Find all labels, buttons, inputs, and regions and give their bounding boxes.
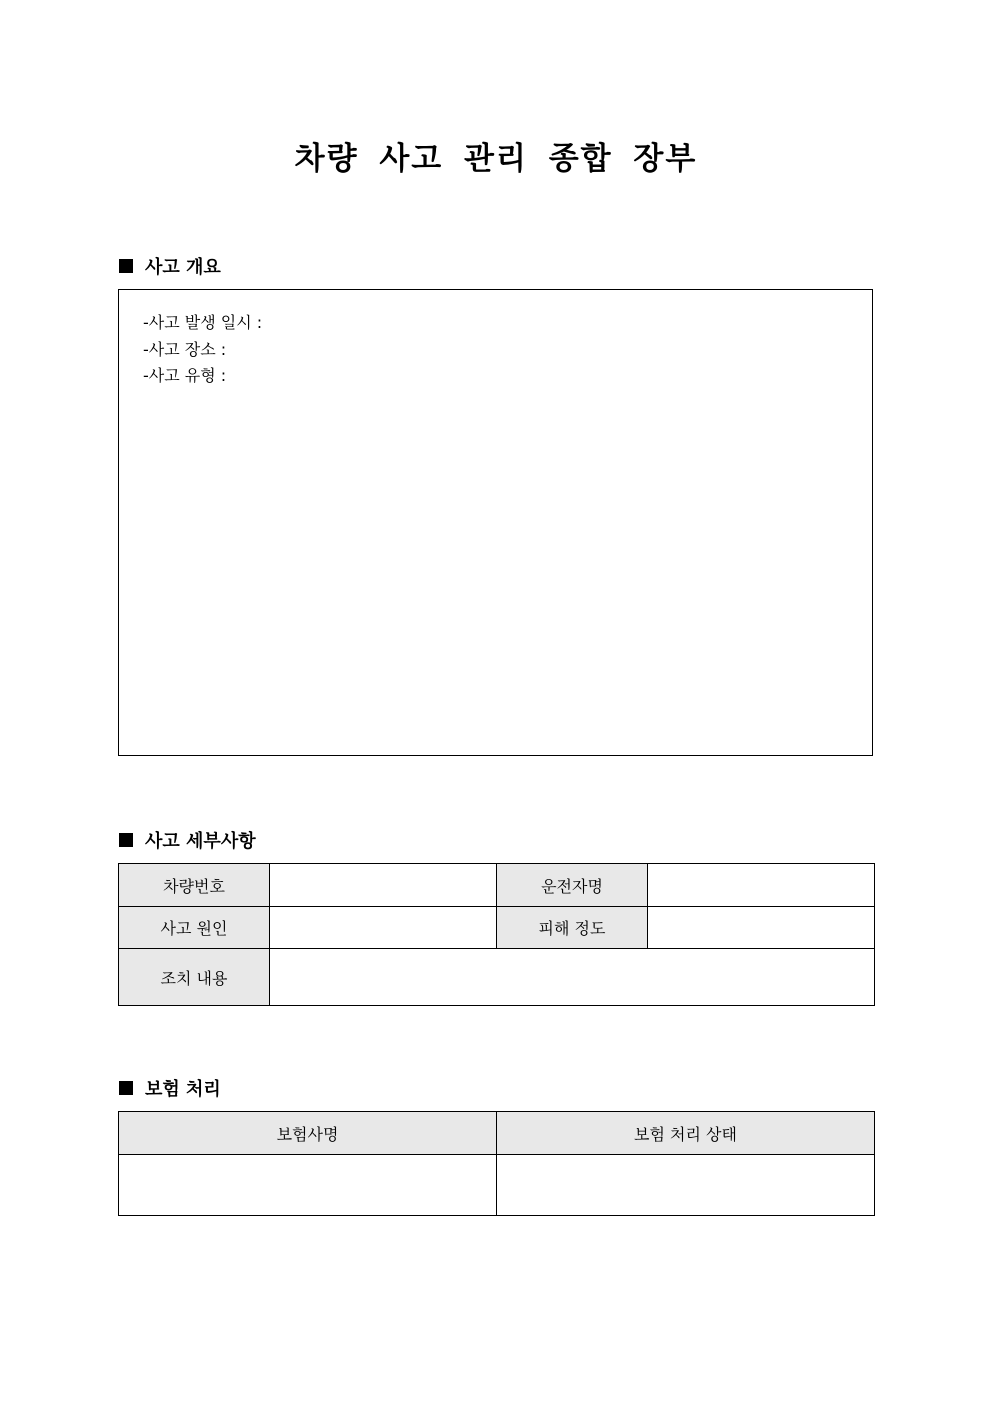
vehicle-number-label: 차량번호: [119, 864, 270, 907]
overview-line-location: -사고 장소 :: [143, 339, 227, 359]
insurance-section-heading: [119, 1075, 221, 1101]
action-taken-label: 조치 내용: [119, 949, 270, 1006]
black-square-icon: [119, 833, 133, 847]
insurance-status-field[interactable]: [497, 1155, 875, 1216]
table-row: [119, 907, 875, 949]
insurance-status-header: 보험 처리 상태: [497, 1112, 875, 1155]
overview-line-type: -사고 유형 :: [143, 366, 227, 385]
action-taken-field[interactable]: [270, 949, 875, 1006]
accident-cause-field[interactable]: [270, 907, 497, 949]
insurance-heading-label: 보험 처리: [145, 1079, 221, 1100]
details-heading-label: 사고 세부사항: [145, 831, 256, 852]
table-row: [119, 1112, 875, 1155]
table-row: [119, 1155, 875, 1216]
overview-heading-label: 사고 개요: [145, 257, 221, 278]
accident-cause-label: 사고 원인: [119, 907, 270, 949]
overview-section-heading: [119, 253, 221, 279]
vehicle-number-field[interactable]: [270, 864, 497, 907]
details-section-heading: [119, 827, 256, 853]
overview-box[interactable]: [118, 289, 873, 756]
overview-line-datetime: -사고 발생 일시 :: [143, 313, 263, 332]
document-title: 차량 사고 관리 종합 장부: [294, 141, 698, 177]
black-square-icon: [119, 259, 133, 273]
table-row: [119, 864, 875, 907]
black-square-icon: [119, 1081, 133, 1095]
insurer-name-header: 보험사명: [119, 1112, 497, 1155]
driver-name-label: 운전자명: [497, 864, 648, 907]
details-table: [118, 863, 875, 1006]
overview-lines: [143, 310, 262, 390]
driver-name-field[interactable]: [648, 864, 875, 907]
damage-level-field[interactable]: [648, 907, 875, 949]
damage-level-label: 피해 정도: [497, 907, 648, 949]
insurance-table: [118, 1111, 875, 1216]
table-row: [119, 949, 875, 1006]
insurer-name-field[interactable]: [119, 1155, 497, 1216]
